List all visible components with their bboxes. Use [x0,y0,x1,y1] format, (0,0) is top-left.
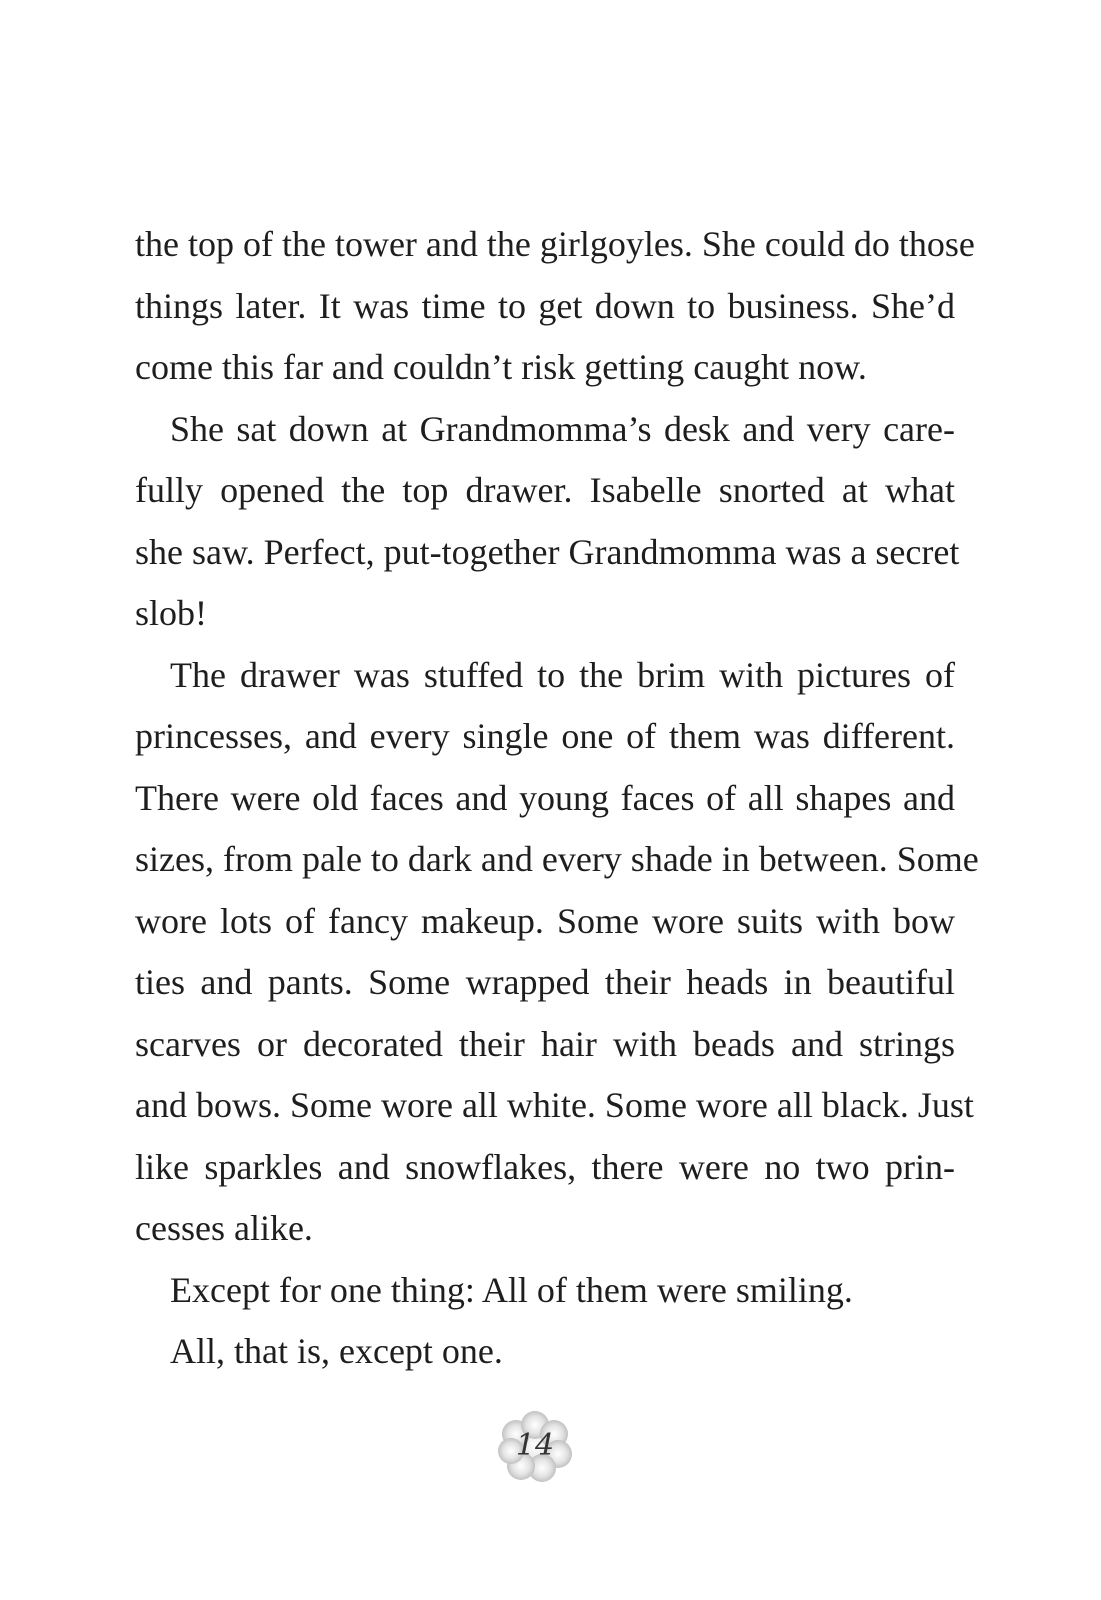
paragraph [135,399,960,645]
text-line: like sparkles and snowflakes, there were no two prin- [135,1146,955,1187]
page-number: 14 [515,1428,555,1463]
text-line: All, that is, except one. [170,1331,503,1371]
paragraph [135,214,975,399]
text-line: sizes, from pale to dark and every shade in between. Some [135,839,979,879]
text-line: Except for one thing: All of them were smiling. [170,1269,853,1310]
text-line: The drawer was stuffed to the brim with pictures of [170,654,955,695]
text-line: princesses, and every single one of them was different. [135,716,955,756]
text-line: fully opened the top drawer. Isabelle snorted at what [135,470,955,510]
text-line: and bows. Some wore all white. Some wore all black. Just [135,1085,974,1125]
page-number-badge [494,1408,576,1484]
text-line: There were old faces and young faces of all shapes and [135,777,955,818]
text-line: slob! [135,593,207,633]
paragraph [135,1260,955,1322]
paragraph [135,1321,955,1383]
text-line: scarves or decorated their hair with beads and strings [135,1023,955,1064]
text-line: the top of the tower and the girlgoyles. She could do those [135,224,975,264]
body-text [135,214,979,1383]
text-line: She sat down at Grandmomma’s desk and very care- [170,408,955,449]
text-line: cesses alike. [135,1208,313,1248]
text-line: she saw. Perfect, put-together Grandmomma was a secret [135,531,960,572]
text-line: ties and pants. Some wrapped their heads in beautiful [135,962,955,1002]
text-line: wore lots of fancy makeup. Some wore suits with bow [135,900,955,941]
text-line: come this far and couldn’t risk getting caught now. [135,347,867,387]
paragraph [135,645,979,1260]
text-line: things later. It was time to get down to business. She’d [135,285,955,326]
